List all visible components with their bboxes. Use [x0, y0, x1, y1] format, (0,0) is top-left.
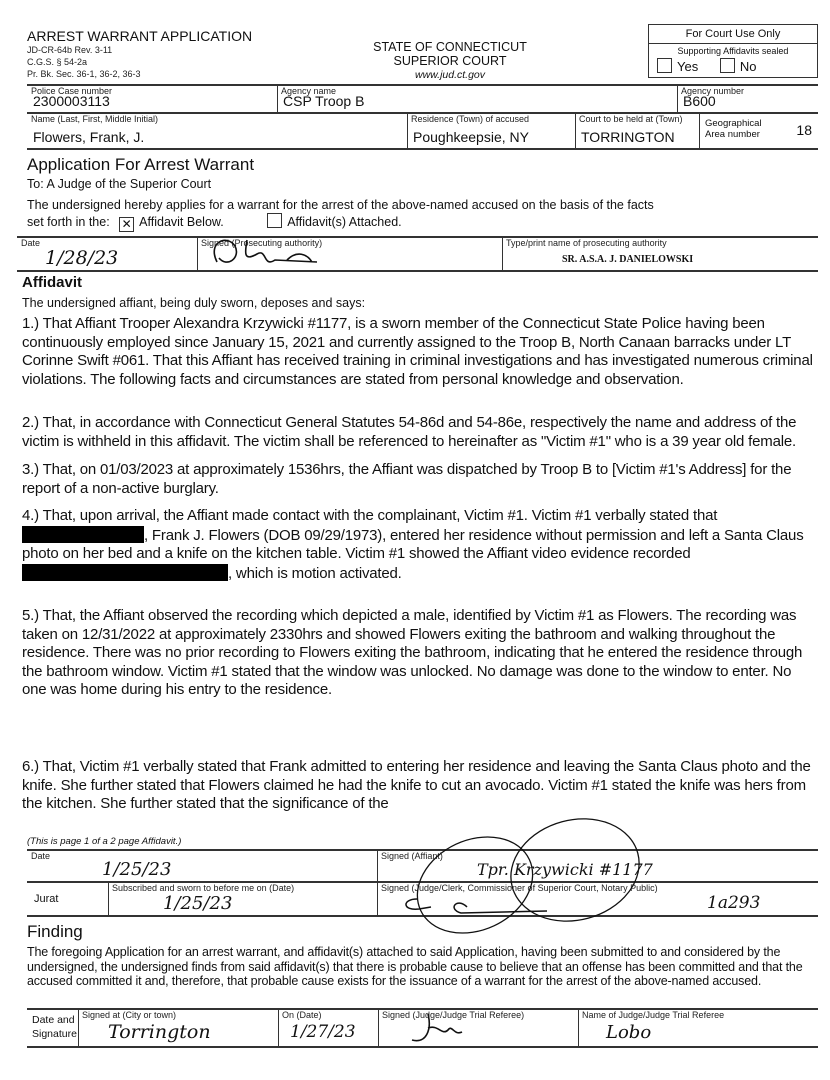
- court-town: TORRINGTON: [581, 129, 675, 145]
- application-heading: Application For Arrest Warrant: [27, 155, 255, 174]
- affidavit-intro: The undersigned affiant, being duly sworn, deposes and says:: [22, 296, 366, 310]
- judge-signature-field[interactable]: [378, 1008, 578, 1046]
- field-label: Police Case number: [31, 86, 113, 96]
- application-text: The undersigned hereby applies for a warrant for the arrest of the above-named accused on the basis of the facts: [27, 198, 654, 212]
- field-label: Signed (Affiant): [381, 851, 443, 861]
- residence: Poughkeepsie, NY: [413, 129, 529, 145]
- application-date-field[interactable]: [17, 236, 197, 270]
- application-date: 1/28/23: [45, 247, 119, 269]
- affidavit-attached-checkbox[interactable]: [267, 213, 282, 228]
- signed-at-field[interactable]: [78, 1008, 278, 1046]
- no-label: No: [739, 59, 757, 74]
- paragraph-1: 1.) That Affiant Trooper Alexandra Krzywicki #1177, is a sworn member of the Connecticut State Police having been continuously employed since January 15, 2021 and currently assigned to the Troop B, North Canaan barracks under LT Corinne Swift #061. That this Affiant has received training in criminal investigations and has investigated numerous criminal violations. The following facts and circumstances are stated from personal knowledge and observation.: [22, 315, 813, 388]
- ga-label: Geographical Area number: [705, 118, 762, 140]
- jurat-label: Jurat: [34, 893, 59, 905]
- prosecutor-name-field[interactable]: [502, 236, 818, 270]
- affidavit-date: 1/25/23: [102, 859, 172, 880]
- paragraph-2: 2.) That, in accordance with Connecticut General Statutes 54-86d and 54-86e, respectively the name and address of the victim is withheld in this affidavit. The victim shall be referenced to hereinafter as "Victim #1" who is a 39 year old female.: [22, 414, 797, 450]
- practice-book: Pr. Bk. Sec. 36-1, 36-2, 36-3: [27, 69, 141, 79]
- redaction: [22, 564, 228, 581]
- affidavit-heading: Affidavit: [22, 274, 82, 291]
- no-checkbox[interactable]: [720, 58, 735, 73]
- court-use-box: [648, 24, 818, 78]
- to-judge: To: A Judge of the Superior Court: [27, 177, 212, 191]
- paragraph-5: 5.) That, the Affiant observed the recording which depicted a male, identified by Victim #1 as Flowers. The recording was taken on 12/31/2022 at approximately 2330hrs and showed Flowers exiting the bathroom and walking throughout the residence. There was no prior recording to Flowers exiting the bathroom, indicating that he entered the residence through the bathroom window. Victim #1 stated that the window was unlocked. No damage was done to the window to enter. No one was home during his entry to the residence.: [22, 607, 803, 698]
- prosecutor-signature-field[interactable]: [197, 236, 502, 270]
- signed-at: Torrington: [108, 1021, 211, 1043]
- accused-name: Flowers, Frank, J.: [33, 129, 145, 145]
- date-signature-label: Date and Signature: [32, 1014, 77, 1040]
- sworn-date-field[interactable]: [108, 881, 377, 915]
- field-label: Signed at (City or town): [82, 1010, 177, 1020]
- field-label: Type/print name of prosecuting authority: [506, 238, 667, 248]
- paragraph-4: 4.) That, upon arrival, the Affiant made contact with the complainant, Victim #1. Victim #1 verbally stated that , Frank J. Flowers (DOB 09/29/1973), entered her residence without permission and left a Santa Claus photo on her bed and a knife on the kitchen table. Victim #1 showed the Affiant video evidence recorded , which is motion activated.: [22, 507, 804, 582]
- sworn-date: 1/25/23: [163, 893, 233, 914]
- notary-number: 1a293: [707, 893, 761, 913]
- field-label: Signed (Prosecuting authority): [201, 238, 323, 248]
- affidavit-below-label: Affidavit Below.: [139, 215, 224, 229]
- affidavit-date-field[interactable]: [27, 849, 377, 881]
- judge-signature: [398, 1010, 498, 1046]
- case-number-field[interactable]: [27, 84, 277, 112]
- judge-name-field[interactable]: [578, 1008, 818, 1046]
- paragraph-3: 3.) That, on 01/03/2023 at approximately 1536hrs, the Affiant was dispatched by Troop B to [Victim #1's Address] for the report of a non-active burglary.: [22, 461, 792, 497]
- paragraph-6: 6.) That, Victim #1 verbally stated that Frank admitted to entering her residence and leaving the Santa Claus photo and the knife. She further stated that Flowers claimed he had the knife to cut an avocado. Victim #1 stated the knife was hers from the kitchen. She further stated that the significance of the: [22, 758, 811, 812]
- affiant-signature: Tpr. Krzywicki #1177: [477, 860, 653, 879]
- finding-heading: Finding: [27, 922, 83, 941]
- case-number: 2300003113: [33, 93, 110, 109]
- field-label: Residence (Town) of accused: [411, 114, 530, 124]
- field-label: Name (Last, First, Middle Initial): [31, 114, 159, 124]
- field-label: Court to be held at (Town): [579, 114, 683, 124]
- statute: C.G.S. § 54-2a: [27, 57, 88, 67]
- redaction: [22, 526, 144, 543]
- judge-name: Lobo: [606, 1022, 652, 1043]
- affidavit-attached-label: Affidavit(s) Attached.: [287, 215, 402, 229]
- field-label: Signed (Judge/Clerk, Commissioner of Superior Court, Notary Public): [381, 883, 658, 893]
- seal-circle-marks: [395, 815, 655, 935]
- field-label: On (Date): [282, 1010, 322, 1020]
- field-label: Date: [21, 238, 41, 248]
- yes-label: Yes: [677, 59, 699, 74]
- court-town-field[interactable]: [575, 112, 699, 148]
- application-text-2: set forth in the:: [27, 215, 110, 229]
- ga-number: 18: [796, 122, 812, 138]
- yes-checkbox[interactable]: [657, 58, 672, 73]
- residence-field[interactable]: [407, 112, 575, 148]
- agency-number-field[interactable]: [677, 84, 817, 112]
- ga-field[interactable]: [699, 112, 818, 148]
- website: www.jud.ct.gov: [414, 69, 486, 81]
- field-label: Subscribed and sworn to before me on (Date): [112, 883, 295, 893]
- sealed-label: Supporting Affidavits sealed: [677, 46, 789, 56]
- finding-text: The foregoing Application for an arrest warrant, and affidavit(s) attached to said Application, having been submitted to and considered by the undersigned, the undersigned finds from said affidavit(s) that there is probable cause to believe that an offense has been committed and that the accused committed it and, therefore, that probable cause exists for the issuance of a warrant for the arrest of the above-named accused.: [27, 945, 803, 988]
- prosecutor-signature: [197, 232, 357, 274]
- form-title: ARREST WARRANT APPLICATION: [27, 28, 253, 44]
- field-label: Agency number: [681, 86, 745, 96]
- agency-number: B600: [683, 93, 716, 109]
- state-name: STATE OF CONNECTICUT: [373, 40, 527, 54]
- accused-name-field[interactable]: [27, 112, 407, 148]
- agency-name-field[interactable]: [277, 84, 677, 112]
- page-note: (This is page 1 of a 2 page Affidavit.): [27, 836, 182, 847]
- court-use-title: For Court Use Only: [649, 25, 817, 44]
- court-name: SUPERIOR COURT: [393, 54, 507, 68]
- field-label: Date: [31, 851, 51, 861]
- prosecutor-name: SR. A.S.A. J. DANIELOWSKI: [562, 254, 694, 265]
- field-label: Signed (Judge/Judge Trial Referee): [382, 1010, 525, 1020]
- agency-name: CSP Troop B: [283, 93, 365, 109]
- finding-date-field[interactable]: [278, 1008, 378, 1046]
- finding-date: 1/27/23: [290, 1022, 356, 1042]
- field-label: Name of Judge/Judge Trial Referee: [582, 1010, 725, 1020]
- form-id: JD-CR-64b Rev. 3-11: [27, 45, 113, 55]
- affidavit-below-checkbox[interactable]: ✕: [119, 217, 134, 232]
- field-label: Agency name: [281, 86, 337, 96]
